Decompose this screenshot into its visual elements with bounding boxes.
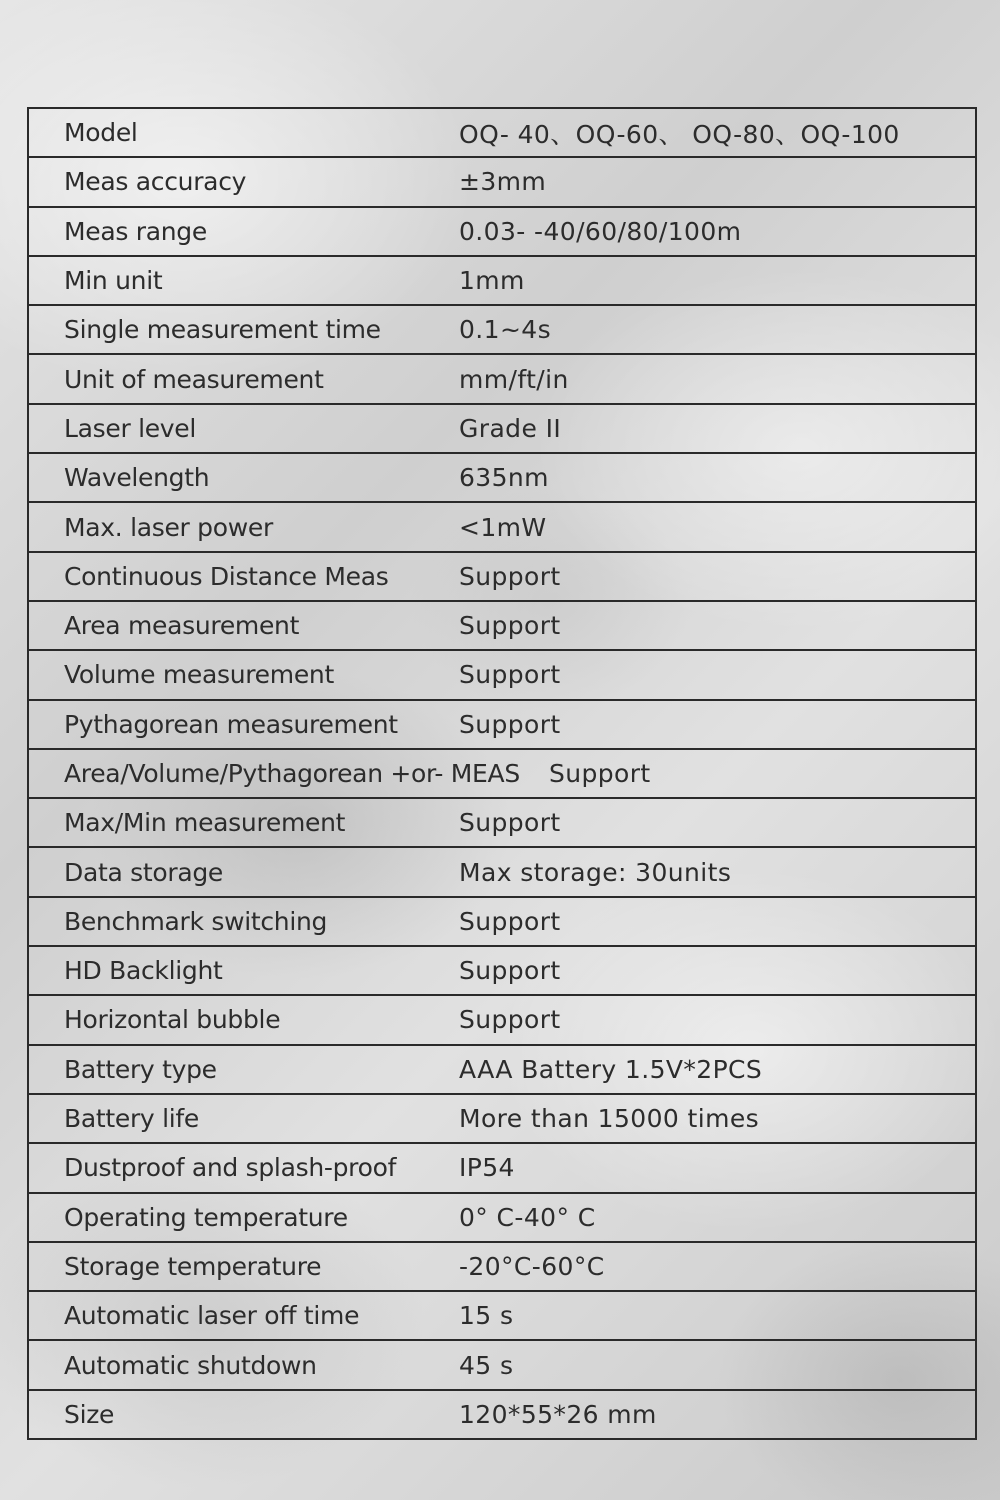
- spec-value: AAA Battery 1.5V*2PCS: [459, 1054, 763, 1084]
- spec-label: Automatic laser off time: [64, 1301, 360, 1331]
- spec-label: Max/Min measurement: [64, 808, 346, 838]
- spec-value: 1mm: [459, 266, 525, 296]
- spec-value: ±3mm: [459, 167, 547, 197]
- spec-row-automatic-laser-off-time: [29, 1292, 975, 1341]
- spec-value: 120*55*26 mm: [459, 1399, 657, 1429]
- spec-label: Meas range: [64, 216, 207, 246]
- spec-row-continuous-distance-meas: [29, 553, 975, 602]
- spec-label: Laser level: [64, 413, 197, 443]
- spec-value: OQ- 40、OQ-60、 OQ-80、OQ-100: [459, 119, 900, 149]
- spec-label: Single measurement time: [64, 315, 381, 345]
- spec-label: Min unit: [64, 266, 163, 296]
- spec-label: Area measurement: [64, 611, 300, 641]
- spec-label: Meas accuracy: [64, 167, 247, 197]
- spec-label: Area/Volume/Pythagorean +or- MEAS: [64, 759, 520, 788]
- spec-row-area-measurement: [29, 602, 975, 651]
- spec-label: Benchmark switching: [64, 906, 328, 936]
- spec-row-dustproof: [29, 1144, 975, 1193]
- spec-row-horizontal-bubble: [29, 996, 975, 1045]
- spec-value: Support: [459, 956, 561, 986]
- spec-row-pythagorean-measurement: [29, 701, 975, 750]
- spec-label: Battery type: [64, 1054, 217, 1084]
- spec-table: [27, 107, 977, 1440]
- spec-row-size: [29, 1391, 975, 1438]
- spec-row-laser-level: [29, 405, 975, 454]
- spec-row-data-storage: [29, 848, 975, 897]
- spec-row-battery-life: [29, 1095, 975, 1144]
- spec-value: Grade II: [459, 413, 562, 443]
- spec-label: Storage temperature: [64, 1251, 322, 1281]
- spec-label: Volume measurement: [64, 660, 334, 690]
- spec-value: Support: [459, 660, 561, 690]
- spec-value: 635nm: [459, 463, 549, 493]
- spec-label: Automatic shutdown: [64, 1350, 317, 1380]
- spec-row-max-laser-power: [29, 503, 975, 552]
- spec-row-benchmark-switching: [29, 898, 975, 947]
- spec-row-hd-backlight: [29, 947, 975, 996]
- spec-row-wavelength: [29, 454, 975, 503]
- spec-label: Wavelength: [64, 463, 210, 493]
- spec-value: Support: [459, 611, 561, 641]
- spec-label: Battery life: [64, 1104, 199, 1134]
- spec-label: Operating temperature: [64, 1202, 348, 1232]
- spec-value: Support: [459, 906, 561, 936]
- spec-value: 15 s: [459, 1301, 514, 1331]
- spec-row-meas-range: [29, 208, 975, 257]
- spec-label: Size: [64, 1399, 115, 1429]
- spec-value: 45 s: [459, 1350, 514, 1380]
- spec-label: Pythagorean measurement: [64, 709, 398, 739]
- spec-value: More than 15000 times: [459, 1104, 760, 1134]
- spec-row-operating-temperature: [29, 1194, 975, 1243]
- spec-value: <1mW: [459, 512, 547, 542]
- spec-value: 0° C-40° C: [459, 1202, 596, 1232]
- spec-value: 0.1~4s: [459, 315, 552, 345]
- spec-label: Dustproof and splash-proof: [64, 1153, 397, 1183]
- spec-row-single-measurement-time: [29, 306, 975, 355]
- spec-value: mm/ft/in: [459, 364, 569, 394]
- spec-row-unit-of-measurement: [29, 355, 975, 404]
- spec-value: Support: [549, 759, 651, 788]
- spec-label: Model: [64, 118, 138, 148]
- spec-value: Support: [459, 561, 561, 591]
- spec-label: HD Backlight: [64, 956, 223, 986]
- spec-label: Data storage: [64, 857, 224, 887]
- spec-row-storage-temperature: [29, 1243, 975, 1292]
- spec-label: Unit of measurement: [64, 364, 324, 394]
- spec-value: IP54: [459, 1153, 515, 1183]
- spec-label: Max. laser power: [64, 512, 273, 542]
- spec-row-max-min-measurement: [29, 799, 975, 848]
- spec-label: Continuous Distance Meas: [64, 561, 389, 591]
- spec-value: Support: [459, 1005, 561, 1035]
- spec-value: -20°C-60°C: [459, 1251, 605, 1281]
- spec-row-min-unit: [29, 257, 975, 306]
- spec-value: Support: [459, 808, 561, 838]
- spec-row-automatic-shutdown: [29, 1341, 975, 1390]
- spec-row-battery-type: [29, 1046, 975, 1095]
- spec-row-area-volume-pythagorean-meas: [29, 750, 975, 799]
- spec-row-model: [29, 109, 975, 158]
- spec-label: Horizontal bubble: [64, 1005, 281, 1035]
- spec-row-volume-measurement: [29, 651, 975, 700]
- spec-value: Max storage: 30units: [459, 857, 732, 887]
- spec-value: Support: [459, 709, 561, 739]
- spec-row-meas-accuracy: [29, 158, 975, 207]
- spec-value: 0.03- -40/60/80/100m: [459, 216, 742, 246]
